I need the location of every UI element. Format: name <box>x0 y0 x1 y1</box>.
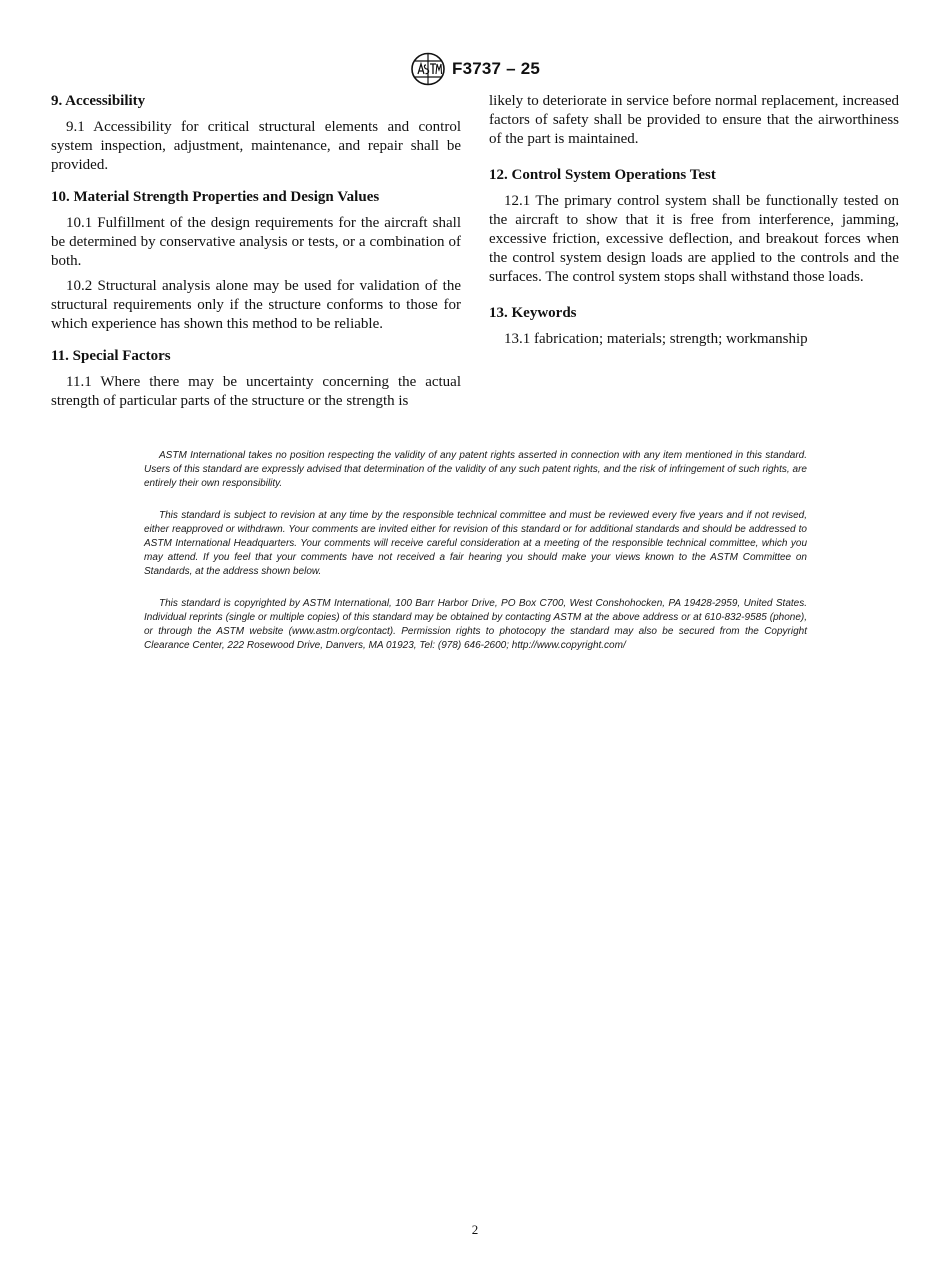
legal-notices <box>144 449 807 672</box>
paragraph: 10.2 Structural analysis alone may be used for validation of the structural requirements only if the structure conforms to those for which experience has shown this method to be reliable. <box>51 278 461 332</box>
standard-designation: F3737 – 25 <box>451 59 540 78</box>
astm-logo-icon <box>410 52 446 86</box>
section-9 <box>51 92 461 175</box>
paragraph: 10.1 Fulfillment of the design requirements for the aircraft shall be determined by conservative analysis or tests, or a combination of both. <box>51 215 461 269</box>
section-heading: 11. Special Factors <box>51 348 171 364</box>
paragraph: 12.1 The primary control system shall be functionally tested on the aircraft to show that it is free from interference, jamming, excessive friction, excessive deflection, and breakout forces when the control system design loads are applied to the controls and the surfaces. The control system stops shall withstand those loads. <box>489 193 899 285</box>
page-header <box>0 52 950 86</box>
paragraph: likely to deteriorate in service before normal replacement, increased factors of safety shall be provided to ensure that the airworthiness of the part is maintained. <box>489 93 899 147</box>
section-heading: 9. Accessibility <box>51 93 146 109</box>
section-11-continued <box>489 92 899 149</box>
paragraph: 13.1 fabrication; materials; strength; workmanship <box>504 331 808 347</box>
page-number: 2 <box>471 1222 479 1237</box>
paragraph: 9.1 Accessibility for critical structural elements and control system inspection, adjustment, maintenance, and repair shall be provided. <box>51 119 461 173</box>
section-10 <box>51 188 461 334</box>
section-heading: 12. Control System Operations Test <box>489 167 716 183</box>
section-heading: 13. Keywords <box>489 305 577 321</box>
patent-notice: ASTM International takes no position respecting the validity of any patent rights asserted in connection with any item mentioned in this standard. Users of this standard are expressly advised that determination of the validity of any such patent rights, and the risk of infringement of such rights, are entirely their own responsibility. <box>144 450 807 489</box>
paragraph: 11.1 Where there may be uncertainty concerning the actual strength of particular parts of the structure or the strength is <box>51 374 461 409</box>
right-column <box>489 92 899 362</box>
revision-notice: This standard is subject to revision at any time by the responsible technical committee and must be reviewed every five years and if not revised, either reapproved or withdrawn. Your comments are invited either for revision of this standard or for additional standards and should be addressed to ASTM International Headquarters. Your comments will receive careful consideration at a meeting of the responsible technical committee, which you may attend. If you feel that your comments have not received a fair hearing you should make your views known to the ASTM Committee on Standards, at the address shown below. <box>144 510 807 577</box>
section-11 <box>51 347 461 411</box>
section-13 <box>489 304 899 349</box>
section-12 <box>489 166 899 287</box>
copyright-notice: This standard is copyrighted by ASTM International, 100 Barr Harbor Drive, PO Box C700, West Conshohocken, PA 19428-2959, United States. Individual reprints (single or multiple copies) of this standard may be obtained by contacting ASTM at the above address or at 610-832-9585 (phone), or through the ASTM website (www.astm.org/contact). Permission rights to photocopy the standard may also be secured from the Copyright Clearance Center, 222 Rosewood Drive, Danvers, MA 01923, Tel: (978) 646-2600; http://www.copyright.com/ <box>144 598 807 651</box>
section-heading: 10. Material Strength Properties and Design Values <box>51 189 380 205</box>
left-column <box>51 92 461 424</box>
